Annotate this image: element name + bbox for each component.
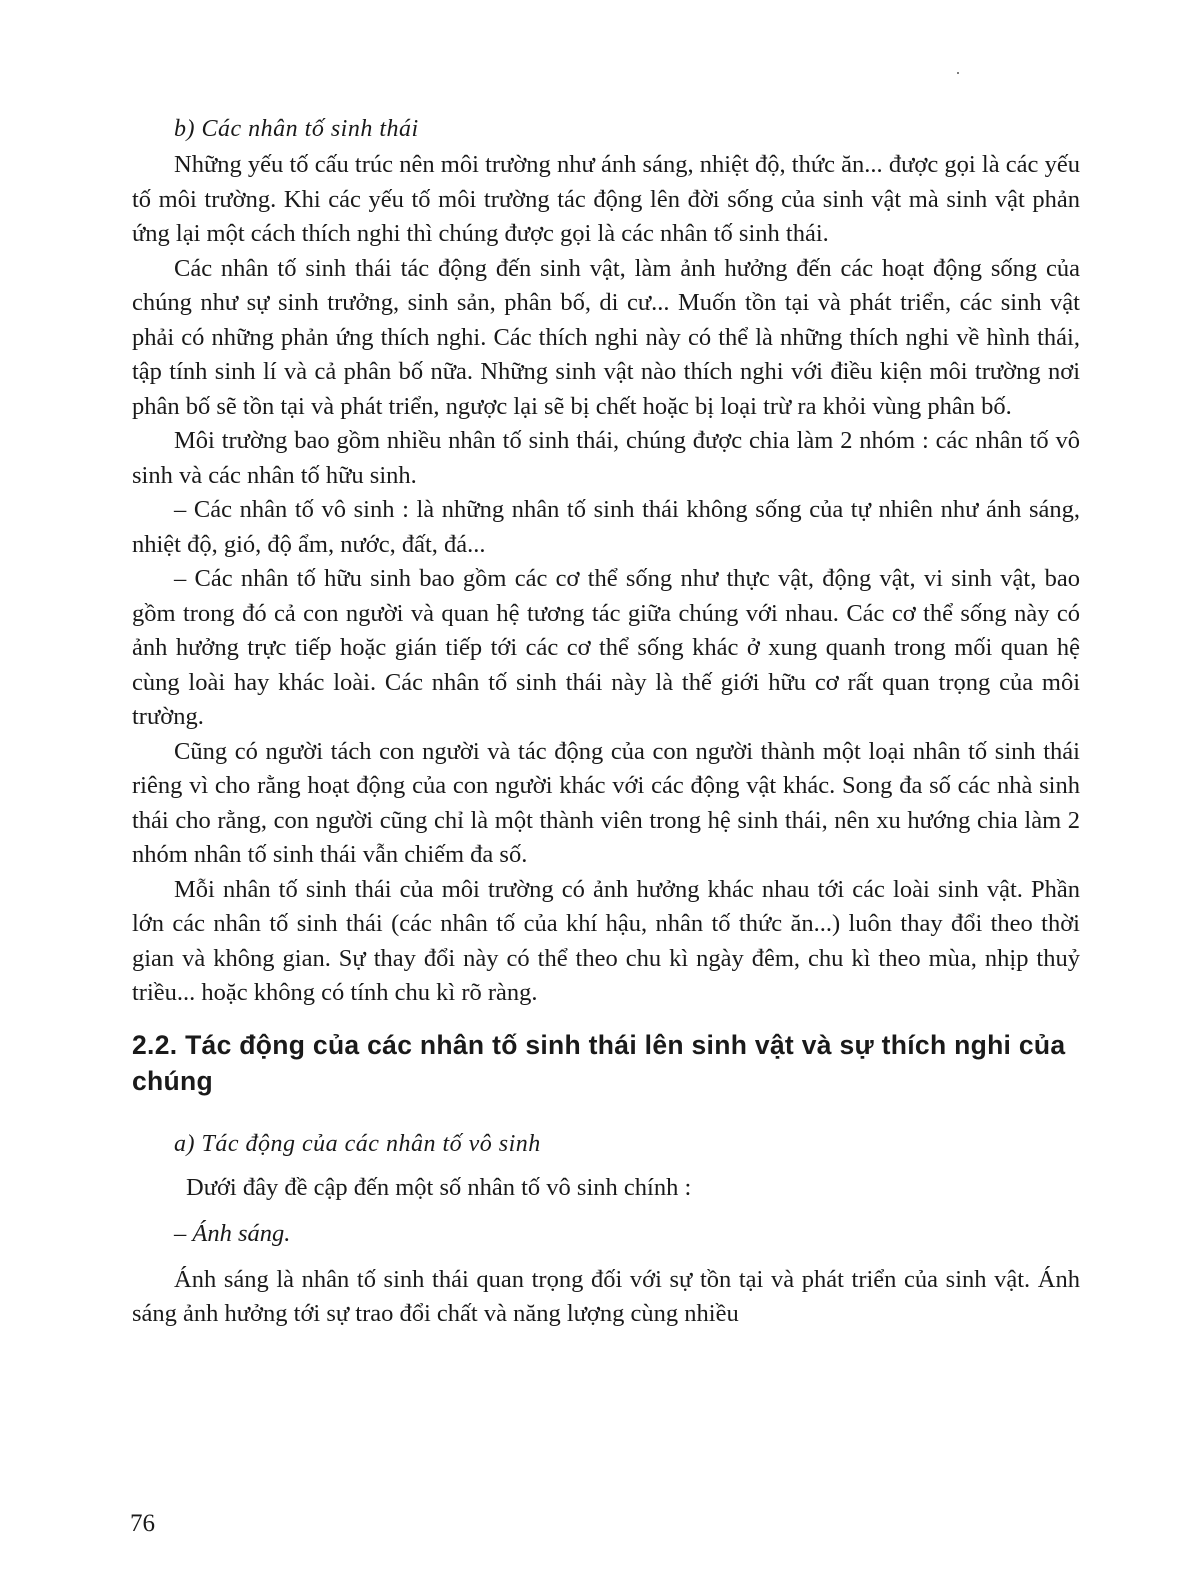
paragraph-abiotic: – Các nhân tố vô sinh : là những nhân tố sinh thái không sống của tự nhiên như ánh sáng, nhiệt độ, gió, độ ẩm, nước, đất, đá... bbox=[132, 496, 1080, 558]
paragraph: Mỗi nhân tố sinh thái của môi trường có ảnh hưởng khác nhau tới các loài sinh vật. Phần lớn các nhân tố sinh thái (các nhân tố của khí hậu, nhân tố thức ăn...) luôn thay đổi theo thời gian và không gian. Sự thay đổi này có thể theo chu kì ngày đêm, chu kì theo mùa, nhịp thuỷ triều... hoặc không có tính chu kì rõ ràng. bbox=[132, 875, 1080, 1006]
intro-line: Dưới đây đề cập đến một số nhân tố vô sinh chính : bbox=[186, 1173, 692, 1201]
paragraph: Các nhân tố sinh thái tác động đến sinh vật, làm ảnh hưởng đến các hoạt động sống của chúng như sự sinh trưởng, sinh sản, phân bố, di cư... Muốn tồn tại và phát triển, các sinh vật phải có những phản ứng thích nghi. Các thích nghi này có thể là những thích nghi về hình thái, tập tính sinh lí và cả phân bố nữa. Những sinh vật nào thích nghi với điều kiện môi trường nơi phân bố sẽ tồn tại và phát triển, ngược lại sẽ bị chết hoặc bị loại trừ ra khỏi vùng phân bố. bbox=[132, 254, 1080, 420]
paragraph: Những yếu tố cấu trúc nên môi trường như ánh sáng, nhiệt độ, thức ăn... được gọi là các yếu tố môi trường. Khi các yếu tố môi trường tác động lên đời sống của sinh vật mà sinh vật phản ứng lại một cách thích nghi thì chúng được gọi là các nhân tố sinh thái. bbox=[132, 151, 1080, 247]
light-dash: – bbox=[174, 1219, 193, 1247]
subheading-a: a) Tác động của các nhân tố vô sinh bbox=[174, 1130, 541, 1157]
light-paragraph: Ánh sáng là nhân tố sinh thái quan trọng đối với sự tồn tại và phát triển của sinh vật. Ánh sáng ảnh hưởng tới sự trao đổi chất và năng lượng cùng nhiều bbox=[132, 1265, 1080, 1327]
section-title: 2.2. Tác động của các nhân tố sinh thái lên sinh vật và sự thích nghi của chúng bbox=[132, 1029, 1066, 1096]
scan-speck bbox=[957, 72, 959, 74]
light-label: Ánh sáng. bbox=[192, 1219, 291, 1247]
page-content bbox=[132, 112, 1080, 1332]
paragraph: Môi trường bao gồm nhiều nhân tố sinh thái, chúng được chia làm 2 nhóm : các nhân tố vô sinh và các nhân tố hữu sinh. bbox=[132, 427, 1080, 489]
page-number: 76 bbox=[130, 1510, 155, 1537]
paragraph-biotic: – Các nhân tố hữu sinh bao gồm các cơ thể sống như thực vật, động vật, vi sinh vật, bao gồm trong đó cả con người và quan hệ tương tác giữa chúng với nhau. Các cơ thể sống này có ảnh hưởng trực tiếp hoặc gián tiếp tới các cơ thể sống khác ở xung quanh trong mối quan hệ cùng loài hay khác loài. Các nhân tố sinh thái này là thế giới hữu cơ rất quan trọng của môi trường. bbox=[132, 565, 1080, 730]
paragraph: Cũng có người tách con người và tác động của con người thành một loại nhân tố sinh thái riêng vì cho rằng hoạt động của con người khác với các động vật khác. Song đa số các nhà sinh thái cho rằng, con người cũng chỉ là một thành viên trong hệ sinh thái, nên xu hướng chia làm 2 nhóm nhân tố sinh thái vẫn chiếm đa số. bbox=[132, 737, 1080, 868]
subheading-b: b) Các nhân tố sinh thái bbox=[174, 116, 419, 142]
light-heading bbox=[132, 1217, 1080, 1251]
